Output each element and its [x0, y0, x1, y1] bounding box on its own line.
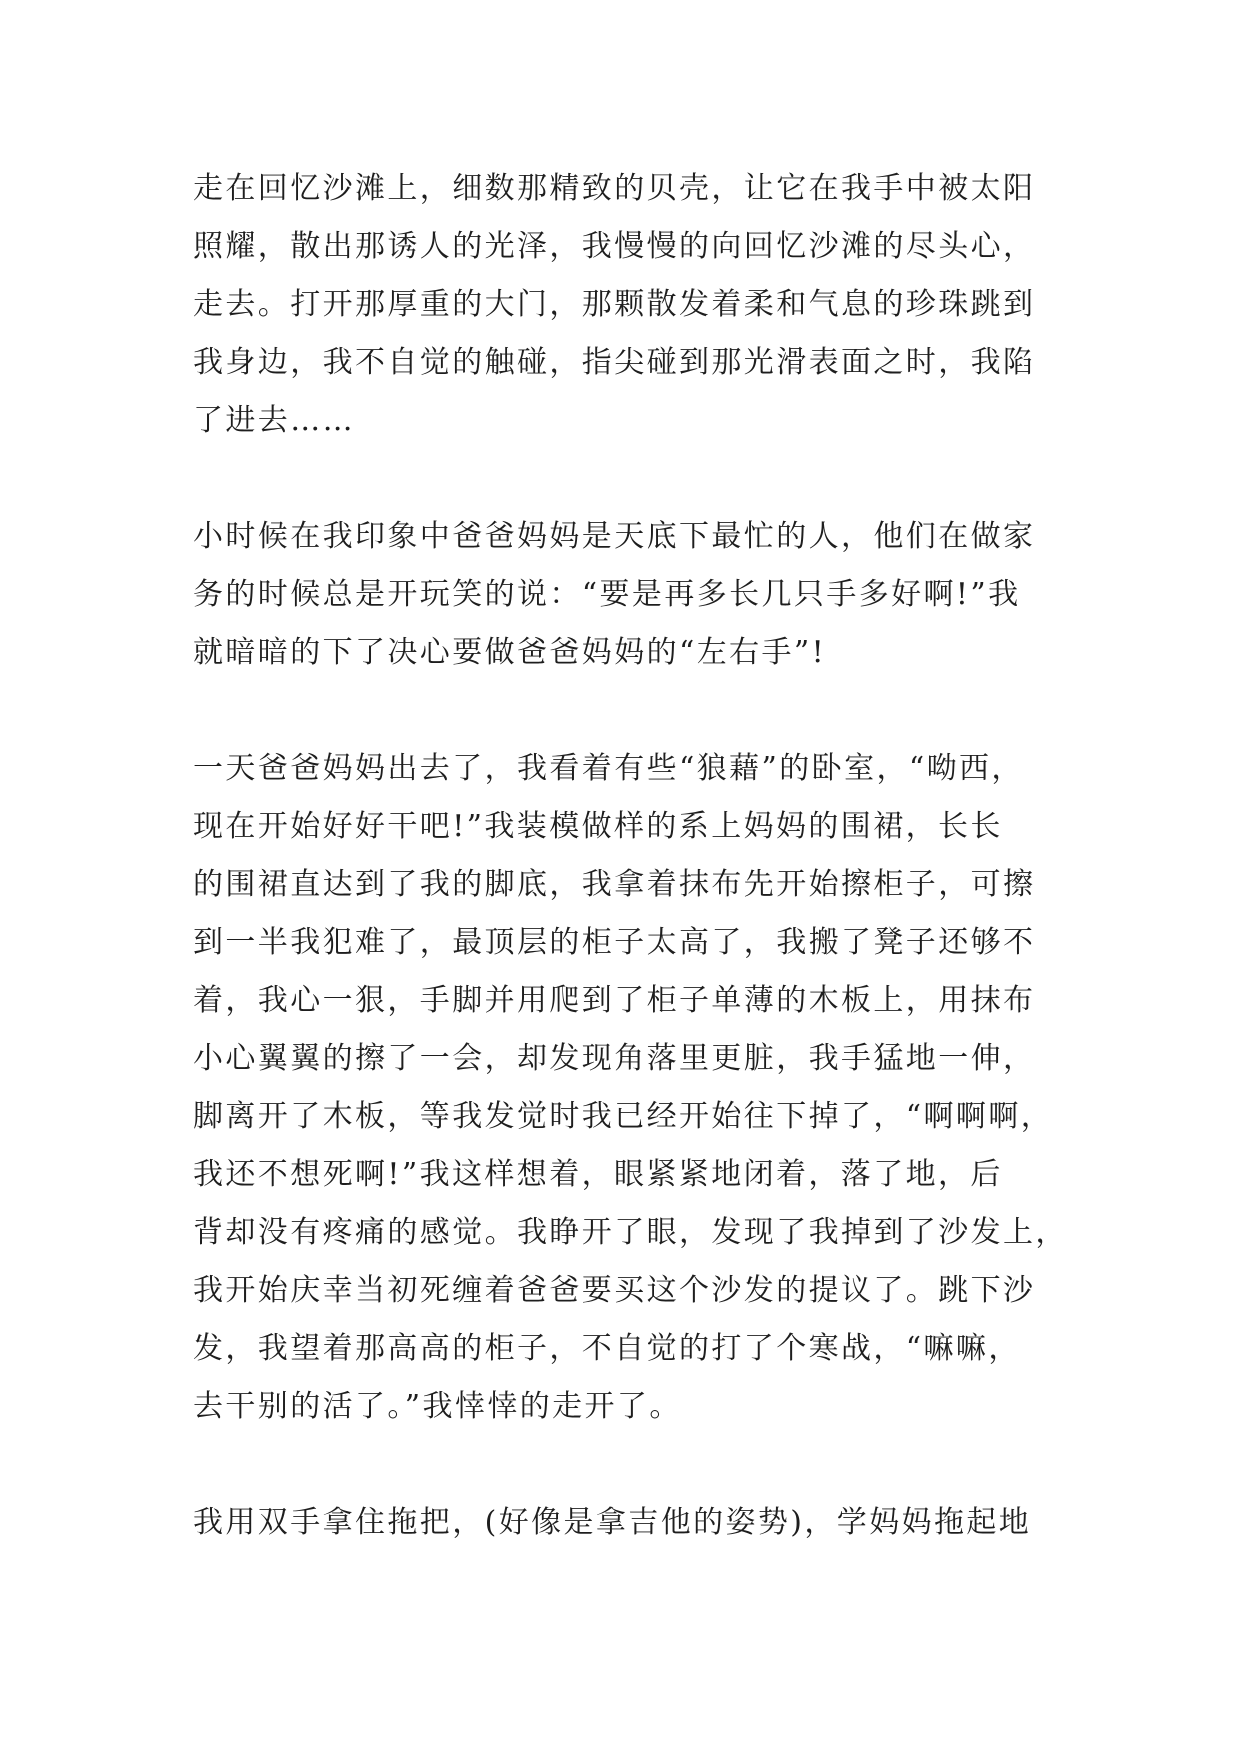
text-line: 走在回忆沙滩上，细数那精致的贝壳，让它在我手中被太阳	[193, 171, 1036, 206]
text-line: 我开始庆幸当初死缠着爸爸要买这个沙发的提议了。跳下沙	[193, 1273, 1036, 1308]
text-line: 脚离开了木板，等我发觉时我已经开始往下掉了，“啊啊啊，	[193, 1099, 1054, 1134]
paragraph-cleaning	[193, 740, 1073, 1436]
paragraph-mopping	[193, 1494, 1073, 1552]
text-line: 的围裙直达到了我的脚底，我拿着抹布先开始擦柜子，可擦	[193, 867, 1036, 902]
text-line: 发，我望着那高高的柜子，不自觉的打了个寒战，“嘛嘛，	[193, 1331, 1021, 1366]
text-line: 照耀，散出那诱人的光泽，我慢慢的向回忆沙滩的尽头心，	[193, 229, 1036, 264]
text-line: 务的时候总是开玩笑的说：“要是再多长几只手多好啊!”我	[193, 577, 1021, 612]
text-line: 背却没有疼痛的感觉。我睁开了眼，发现了我掉到了沙发上，	[193, 1215, 1068, 1250]
paragraph-childhood	[193, 508, 1073, 682]
text-line: 去干别的活了。”我悻悻的走开了。	[193, 1389, 682, 1424]
document-body	[193, 160, 1073, 1552]
text-line: 小心翼翼的擦了一会，却发现角落里更脏，我手猛地一伸，	[193, 1041, 1036, 1076]
text-line: 了进去……	[193, 403, 355, 438]
text-line: 就暗暗的下了决心要做爸爸妈妈的“左右手”!	[193, 635, 827, 670]
text-line: 我用双手拿住拖把，(好像是拿吉他的姿势)，学妈妈拖起地	[193, 1505, 1032, 1540]
text-line: 我身边，我不自觉的触碰，指尖碰到那光滑表面之时，我陷	[193, 345, 1036, 380]
text-line: 一天爸爸妈妈出去了，我看着有些“狼藉”的卧室，“呦西，	[193, 751, 1024, 786]
text-line: 走去。打开那厚重的大门，那颗散发着柔和气息的珍珠跳到	[193, 287, 1036, 322]
text-line: 现在开始好好干吧!”我装模做样的系上妈妈的围裙，长长	[193, 809, 1003, 844]
paragraph-gap	[193, 1436, 1073, 1494]
text-line: 到一半我犯难了，最顶层的柜子太高了，我搬了凳子还够不	[193, 925, 1036, 960]
paragraph-memory-beach	[193, 160, 1073, 450]
paragraph-gap	[193, 682, 1073, 740]
text-line: 我还不想死啊!”我这样想着，眼紧紧地闭着，落了地，后	[193, 1157, 1003, 1192]
paragraph-gap	[193, 450, 1073, 508]
text-line: 着，我心一狠，手脚并用爬到了柜子单薄的木板上，用抹布	[193, 983, 1036, 1018]
text-line: 小时候在我印象中爸爸妈妈是天底下最忙的人，他们在做家	[193, 519, 1036, 554]
